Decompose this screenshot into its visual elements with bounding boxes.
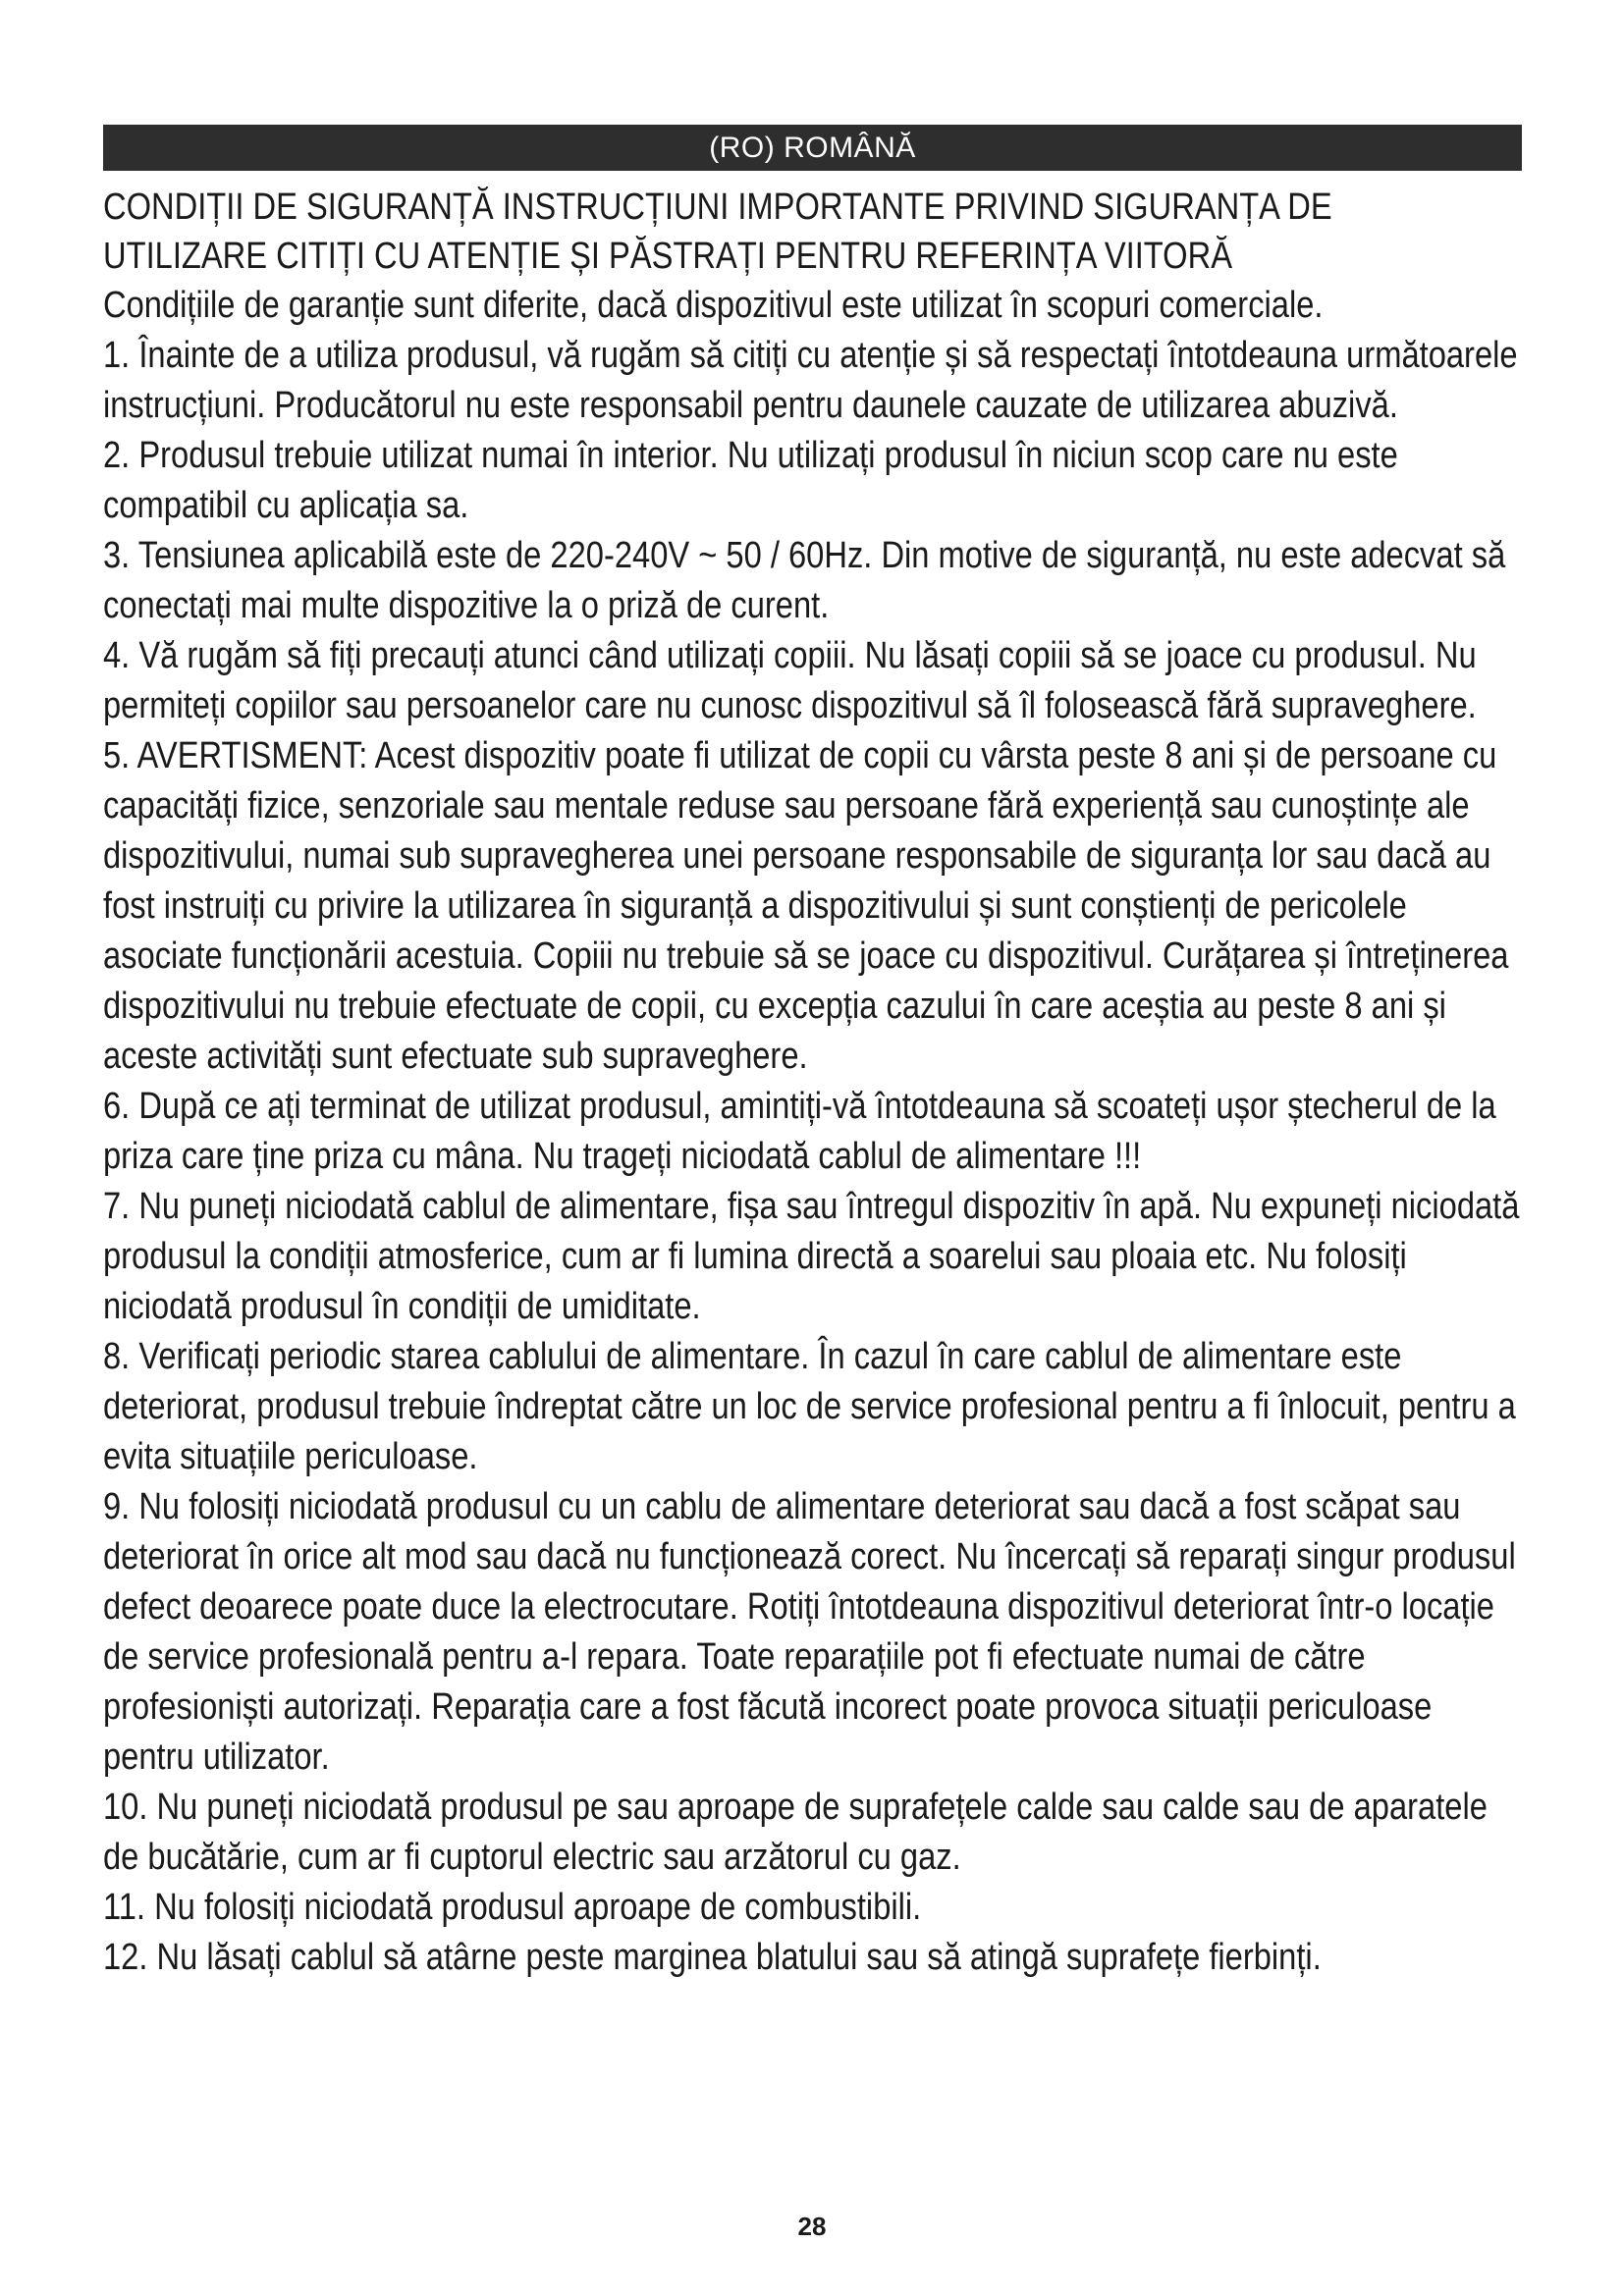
- instruction-item-7: 7. Nu puneți niciodată cablul de alimentare, fișa sau întregul dispozitiv în apă. Nu expuneți niciodată produsul la condiții atmosferice, cum ar fi lumina directă a soarelui sau ploaia etc. Nu folosiți niciodată produsul în condiții de umiditate.: [103, 1186, 1520, 1327]
- instruction-item-6: 6. După ce ați terminat de utilizat produsul, amintiți-vă întotdeauna să scoateți ușor ștecherul de la priza care ține priza cu mâna. Nu trageți niciodată cablul de alimentare !!!: [103, 1086, 1496, 1177]
- instruction-item-2: 2. Produsul trebuie utilizat numai în interior. Nu utilizați produsul în niciun scop care nu este compatibil cu aplicația sa.: [103, 435, 1398, 526]
- safety-title-line-2: UTILIZARE CITIȚI CU ATENȚIE ȘI PĂSTRAȚI PENTRU REFERINȚA VIITORĂ: [103, 236, 1232, 277]
- instruction-item-5: 5. AVERTISMENT: Acest dispozitiv poate fi utilizat de copii cu vârsta peste 8 ani și de persoane cu capacități fizice, senzoriale sau mentale reduse sau persoane fără experiență sau cunoștințe ale dispozitivului, numai sub supravegherea unei persoane responsabile de siguranța lor sau dacă au fost instruiți cu privire la utilizarea în siguranță a dispozitivului și sunt conștienți de pericolele asociate funcționării acestuia. Copiii nu trebuie să se joace cu dispozitivul. Curățarea și întreținerea dispozitivului nu trebuie efectuate de copii, cu excepția cazului în care aceștia au peste 8 ani și aceste activități sunt efectuate sub supraveghere.: [103, 735, 1509, 1077]
- language-label: (RO) ROMÂNĂ: [709, 132, 916, 164]
- warranty-note: Condițiile de garanție sunt diferite, dacă dispozitivul este utilizat în scopuri comerciale.: [103, 285, 1324, 326]
- instruction-item-10: 10. Nu puneți niciodată produsul pe sau aproape de suprafețele calde sau calde sau de aparatele de bucătărie, cum ar fi cuptorul electric sau arzătorul cu gaz.: [103, 1787, 1488, 1878]
- instruction-item-1: 1. Înainte de a utiliza produsul, vă rugăm să citiți cu atenție și să respectați întotdeauna următoarele instrucțiuni. Producătorul nu este responsabil pentru daunele cauzate de utilizarea abuzivă.: [103, 335, 1518, 426]
- safety-title-line-1: CONDIȚII DE SIGURANȚĂ INSTRUCȚIUNI IMPORTANTE PRIVIND SIGURANȚA DE: [103, 187, 1332, 228]
- safety-title: [103, 183, 1519, 281]
- instruction-item-3: 3. Tensiunea aplicabilă este de 220-240V ~ 50 / 60Hz. Din motive de siguranță, nu este adecvat să conectați mai multe dispozitive la o priză de curent.: [103, 535, 1506, 626]
- instruction-item-4: 4. Vă rugăm să fiți precauți atunci când utilizați copiii. Nu lăsați copiii să se joace cu produsul. Nu permiteți copiilor sau persoanelor care nu cunosc dispozitivul să îl folosească fără supraveghere.: [103, 635, 1477, 726]
- language-header-bar: [103, 125, 1522, 171]
- instruction-item-11: 11. Nu folosiți niciodată produsul aproape de combustibili.: [103, 1887, 922, 1928]
- page-number: 28: [797, 2212, 827, 2241]
- manual-page: [103, 125, 1522, 1983]
- safety-instructions: [103, 281, 1522, 1983]
- instruction-item-8: 8. Verificați periodic starea cablului de alimentare. În cazul în care cablul de alimentare este deteriorat, produsul trebuie îndreptat către un loc de service profesional pentru a fi înlocuit, pentru a evita situațiile periculoase.: [103, 1336, 1516, 1477]
- instruction-item-12: 12. Nu lăsați cablul să atârne peste marginea blatului sau să atingă suprafețe fierbinți.: [103, 1937, 1322, 1978]
- instruction-item-9: 9. Nu folosiți niciodată produsul cu un cablu de alimentare deteriorat sau dacă a fost scăpat sau deteriorat în orice alt mod sau dacă nu funcționează corect. Nu încercați să reparați singur produsul defect deoarece poate duce la electrocutare. Rotiți întotdeauna dispozitivul deteriorat într-o locație de service profesională pentru a-l repara. Toate reparațiile pot fi efectuate numai de către profesioniști autorizați. Reparația care a fost făcută incorect poate provoca situații periculoase pentru utilizator.: [103, 1486, 1516, 1778]
